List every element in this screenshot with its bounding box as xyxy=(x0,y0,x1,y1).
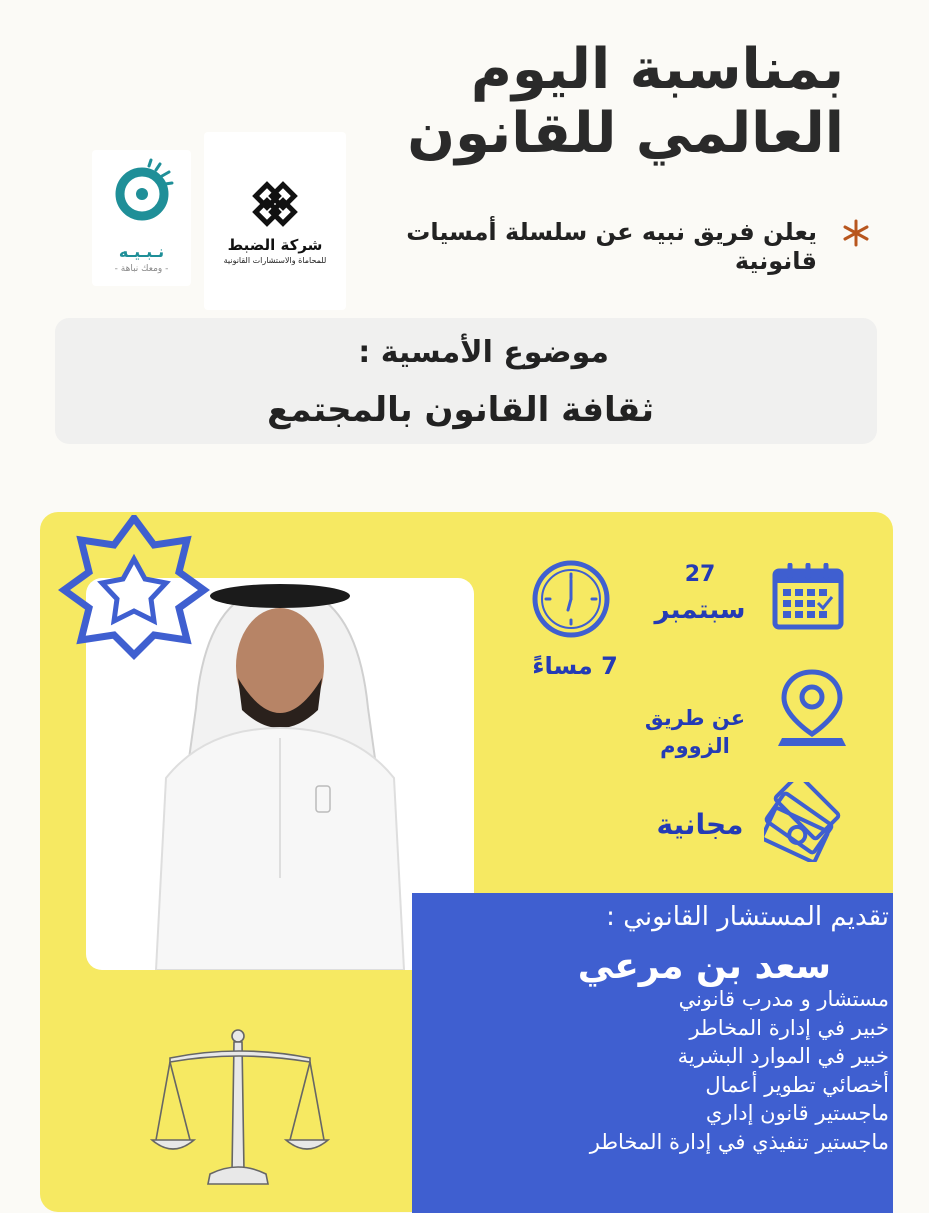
event-time: 7 مساءً xyxy=(532,652,618,680)
star-icon xyxy=(841,218,871,248)
credential-item: مستشار و مدرب قانوني xyxy=(678,987,889,1011)
title-line-1: بمناسبة اليوم xyxy=(470,37,844,102)
islamic-star-icon xyxy=(54,515,214,665)
calendar-icon xyxy=(772,563,844,631)
money-icon xyxy=(764,782,848,862)
presenter-credentials xyxy=(449,985,889,1156)
credential-item: ماجستير قانون إداري xyxy=(705,1101,889,1125)
aldabt-logo xyxy=(204,132,346,310)
presenter-name: سعد بن مرعي xyxy=(577,946,831,987)
location-pin-icon xyxy=(776,668,848,748)
nabih-logo xyxy=(92,150,191,286)
event-location-line1: عن طريق xyxy=(644,706,746,730)
aldabt-logo-tagline: للمحاماة والاستشارات القانونية xyxy=(223,256,327,265)
aldabt-logo-name: شركة الضبط xyxy=(227,236,323,254)
topic-value: ثقافة القانون بالمجتمع xyxy=(267,390,654,430)
event-location-line2: الزووم xyxy=(660,734,730,758)
nabih-logo-name: نـبـيـه xyxy=(118,242,165,261)
title-line-2: العالمي للقانون xyxy=(407,101,844,166)
credential-item: خبير في إدارة المخاطر xyxy=(689,1015,889,1040)
aldabt-emblem-icon xyxy=(204,132,346,232)
event-month: سبتمبر xyxy=(654,595,746,625)
topic-label: موضوع الأمسية : xyxy=(358,335,609,370)
credential-item: ماجستير تنفيذي في إدارة المخاطر xyxy=(589,1129,889,1154)
credential-item: خبير في الموارد البشرية xyxy=(677,1044,889,1068)
event-title xyxy=(284,38,844,166)
announcement-text: يعلن فريق نبيه عن سلسلة أمسيات قانونية xyxy=(406,218,817,275)
credential-item: أخصائي تطوير أعمال xyxy=(705,1072,889,1097)
scales-of-justice-icon xyxy=(150,1022,330,1194)
event-price: مجانية xyxy=(656,808,744,841)
nabih-logo-tagline: - ومعك نباهة - xyxy=(114,264,169,274)
presenter-intro: تقديم المستشار القانوني : xyxy=(606,902,889,932)
clock-icon xyxy=(530,558,612,640)
event-day: 27 xyxy=(684,562,716,587)
